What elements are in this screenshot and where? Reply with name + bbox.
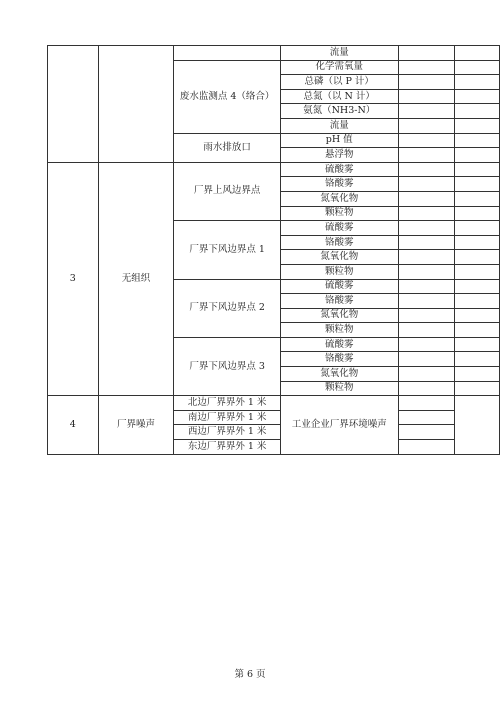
blank-cell	[455, 308, 500, 323]
item-cell: 铬酸雾	[280, 294, 398, 309]
standard-cell	[398, 162, 455, 177]
point-cell: 厂界下风边界点 3	[174, 337, 280, 395]
point-cell: 东边厂界界外 1 米	[174, 440, 280, 455]
standard-cell	[398, 46, 455, 61]
standard-cell	[398, 425, 455, 440]
category-cell: 无组织	[98, 162, 174, 396]
item-cell: 总氮（以 N 计）	[280, 89, 398, 104]
row-number-cell: 4	[48, 396, 99, 454]
standard-cell	[398, 118, 455, 133]
blank-cell	[455, 323, 500, 338]
item-cell: pH 值	[280, 133, 398, 148]
point-cell	[174, 46, 280, 61]
standard-cell	[398, 381, 455, 396]
standard-cell	[398, 148, 455, 163]
standard-cell	[398, 235, 455, 250]
item-cell: 氮氧化物	[280, 250, 398, 265]
blank-cell	[455, 352, 500, 367]
item-cell: 颗粒物	[280, 264, 398, 279]
monitoring-table	[47, 45, 500, 455]
blank-cell	[455, 148, 500, 163]
blank-cell	[455, 206, 500, 221]
standard-cell	[398, 89, 455, 104]
item-cell: 氮氧化物	[280, 308, 398, 323]
row-number-cell: 3	[48, 162, 99, 396]
item-cell: 铬酸雾	[280, 235, 398, 250]
standard-cell	[398, 75, 455, 90]
blank-cell	[455, 177, 500, 192]
blank-cell	[455, 75, 500, 90]
point-cell: 南边厂界界外 1 米	[174, 410, 280, 425]
blank-cell	[455, 46, 500, 61]
standard-cell	[398, 104, 455, 119]
table-row	[48, 162, 500, 177]
table-row	[48, 396, 500, 411]
blank-cell	[455, 337, 500, 352]
standard-cell	[398, 323, 455, 338]
blank-cell	[455, 264, 500, 279]
standard-cell	[398, 337, 455, 352]
category-cell	[98, 46, 174, 163]
point-cell: 厂界下风边界点 2	[174, 279, 280, 337]
item-cell: 铬酸雾	[280, 177, 398, 192]
item-cell: 颗粒物	[280, 206, 398, 221]
point-cell: 西边厂界界外 1 米	[174, 425, 280, 440]
row-number-cell	[48, 46, 99, 163]
item-cell: 流量	[280, 118, 398, 133]
category-cell: 厂界噪声	[98, 396, 174, 454]
blank-cell	[455, 221, 500, 236]
blank-cell	[455, 279, 500, 294]
standard-cell	[398, 250, 455, 265]
item-cell: 氮氧化物	[280, 191, 398, 206]
point-cell: 北边厂界界外 1 米	[174, 396, 280, 411]
point-cell: 厂界上风边界点	[174, 162, 280, 220]
item-cell: 颗粒物	[280, 381, 398, 396]
page-number: 第 6 页	[234, 669, 266, 680]
blank-cell	[455, 89, 500, 104]
item-cell: 硫酸雾	[280, 162, 398, 177]
item-cell: 硫酸雾	[280, 337, 398, 352]
standard-cell	[398, 352, 455, 367]
standard-cell	[398, 60, 455, 75]
standard-cell	[398, 221, 455, 236]
blank-cell	[455, 381, 500, 396]
blank-cell	[455, 367, 500, 382]
item-cell: 铬酸雾	[280, 352, 398, 367]
blank-cell	[455, 191, 500, 206]
item-cell: 颗粒物	[280, 323, 398, 338]
item-cell: 流量	[280, 46, 398, 61]
item-cell: 氮氧化物	[280, 367, 398, 382]
table-row	[48, 46, 500, 61]
blank-cell	[455, 133, 500, 148]
blank-cell	[455, 162, 500, 177]
item-cell: 硫酸雾	[280, 221, 398, 236]
standard-cell	[398, 396, 455, 411]
item-cell: 总磷（以 P 计）	[280, 75, 398, 90]
standard-cell	[398, 308, 455, 323]
standard-cell	[398, 133, 455, 148]
standard-cell	[398, 279, 455, 294]
point-cell: 废水监测点 4（络合）	[174, 60, 280, 133]
standard-cell	[398, 191, 455, 206]
blank-cell	[455, 60, 500, 75]
blank-cell	[455, 396, 500, 454]
standard-cell	[398, 177, 455, 192]
standard-cell	[398, 294, 455, 309]
standard-cell	[398, 410, 455, 425]
item-cell: 氨氮（NH3-N）	[280, 104, 398, 119]
standard-cell	[398, 367, 455, 382]
point-cell: 雨水排放口	[174, 133, 280, 162]
item-cell: 悬浮物	[280, 148, 398, 163]
item-cell: 工业企业厂界环境噪声	[280, 396, 398, 454]
blank-cell	[455, 235, 500, 250]
standard-cell	[398, 440, 455, 455]
item-cell: 化学需氧量	[280, 60, 398, 75]
item-cell: 硫酸雾	[280, 279, 398, 294]
blank-cell	[455, 294, 500, 309]
blank-cell	[455, 104, 500, 119]
standard-cell	[398, 264, 455, 279]
standard-cell	[398, 206, 455, 221]
point-cell: 厂界下风边界点 1	[174, 221, 280, 279]
blank-cell	[455, 250, 500, 265]
blank-cell	[455, 118, 500, 133]
